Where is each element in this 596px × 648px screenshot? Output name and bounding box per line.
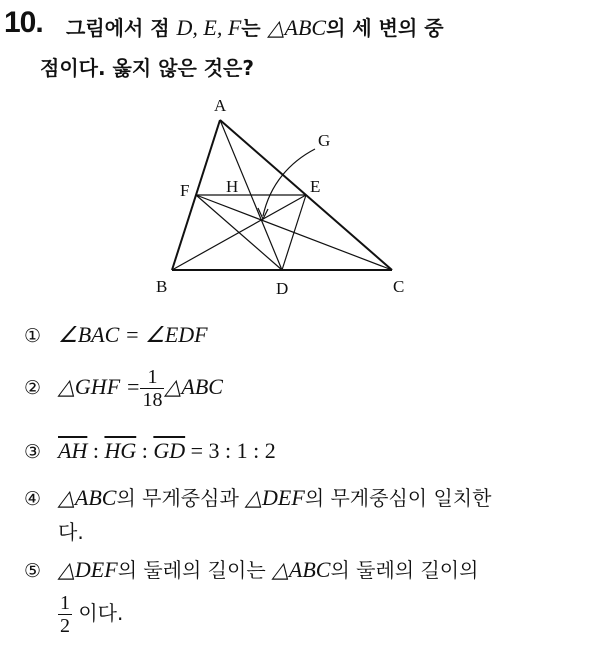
option-5-text-2: 의 둘레의 길이의 bbox=[330, 558, 479, 582]
option-3-marker: ③ bbox=[24, 441, 42, 463]
option-4-text-2: 의 무게중심이 일치한 bbox=[304, 486, 492, 510]
option-3-ratio: = 3 : 1 : 2 bbox=[185, 438, 276, 463]
label-f: F bbox=[180, 181, 190, 200]
arrow-to-g bbox=[263, 149, 315, 216]
option-5[interactable] bbox=[24, 554, 478, 583]
label-h: H bbox=[226, 177, 239, 196]
question-number: 10. bbox=[4, 6, 43, 39]
option-1-marker: ① bbox=[24, 325, 42, 347]
label-e: E bbox=[310, 177, 321, 196]
option-2-numerator: 1 bbox=[140, 366, 164, 389]
triangle-figure bbox=[150, 92, 430, 302]
segment-hg: $\overline{HG}$ bbox=[104, 438, 137, 463]
option-5-denominator: 2 bbox=[60, 615, 70, 637]
option-2-lhs: △GHF = bbox=[58, 374, 141, 399]
segment-gd: $\overline{GD}$ bbox=[153, 438, 186, 463]
segment-ah: $\overline{AH}$ bbox=[58, 438, 88, 463]
question-text-post: 의 세 변의 중 bbox=[326, 16, 444, 40]
label-g: G bbox=[318, 131, 331, 150]
label-c: C bbox=[393, 277, 405, 296]
question-points: D, E, F bbox=[176, 15, 242, 40]
question-text-mid: 는 bbox=[241, 16, 268, 40]
option-2[interactable] bbox=[24, 366, 223, 411]
option-4-marker: ④ bbox=[24, 488, 42, 510]
label-b: B bbox=[156, 277, 168, 296]
option-4[interactable] bbox=[24, 482, 491, 511]
option-4-math-2: △DEF bbox=[245, 485, 305, 510]
option-2-denominator: 18 bbox=[142, 389, 163, 411]
option-3-sep-2: : bbox=[136, 438, 154, 463]
option-3-sep-1: : bbox=[87, 438, 105, 463]
option-5-math-2: △ABC bbox=[272, 557, 331, 582]
option-4-math-1: △ABC bbox=[58, 485, 117, 510]
option-1[interactable] bbox=[24, 322, 208, 348]
option-4-line-2: 다. bbox=[58, 520, 84, 544]
label-a: A bbox=[214, 96, 227, 115]
question-line-2: 점이다. 옳지 않은 것은? bbox=[40, 56, 254, 80]
option-5-marker: ⑤ bbox=[24, 560, 42, 582]
option-2-rhs: △ABC bbox=[164, 374, 223, 399]
option-5-math-1: △DEF bbox=[58, 557, 118, 582]
option-2-marker: ② bbox=[24, 377, 42, 399]
option-3[interactable] bbox=[24, 438, 276, 464]
option-5-text-3: 이다. bbox=[72, 601, 124, 625]
option-4-text-1: 의 무게중심과 bbox=[116, 486, 246, 510]
option-5-text-1: 의 둘레의 길이는 bbox=[117, 558, 272, 582]
option-2-fraction bbox=[140, 366, 164, 411]
label-d: D bbox=[276, 279, 289, 298]
question-text-pre: 그림에서 점 bbox=[66, 16, 177, 40]
option-5-line-2 bbox=[58, 592, 123, 637]
median-cf bbox=[196, 195, 392, 270]
option-1-math: ∠BAC = ∠EDF bbox=[58, 322, 208, 347]
question-line-1 bbox=[66, 12, 444, 41]
option-5-numerator: 1 bbox=[60, 592, 70, 614]
question-triangle: △ABC bbox=[267, 15, 327, 40]
option-5-fraction bbox=[58, 592, 72, 637]
